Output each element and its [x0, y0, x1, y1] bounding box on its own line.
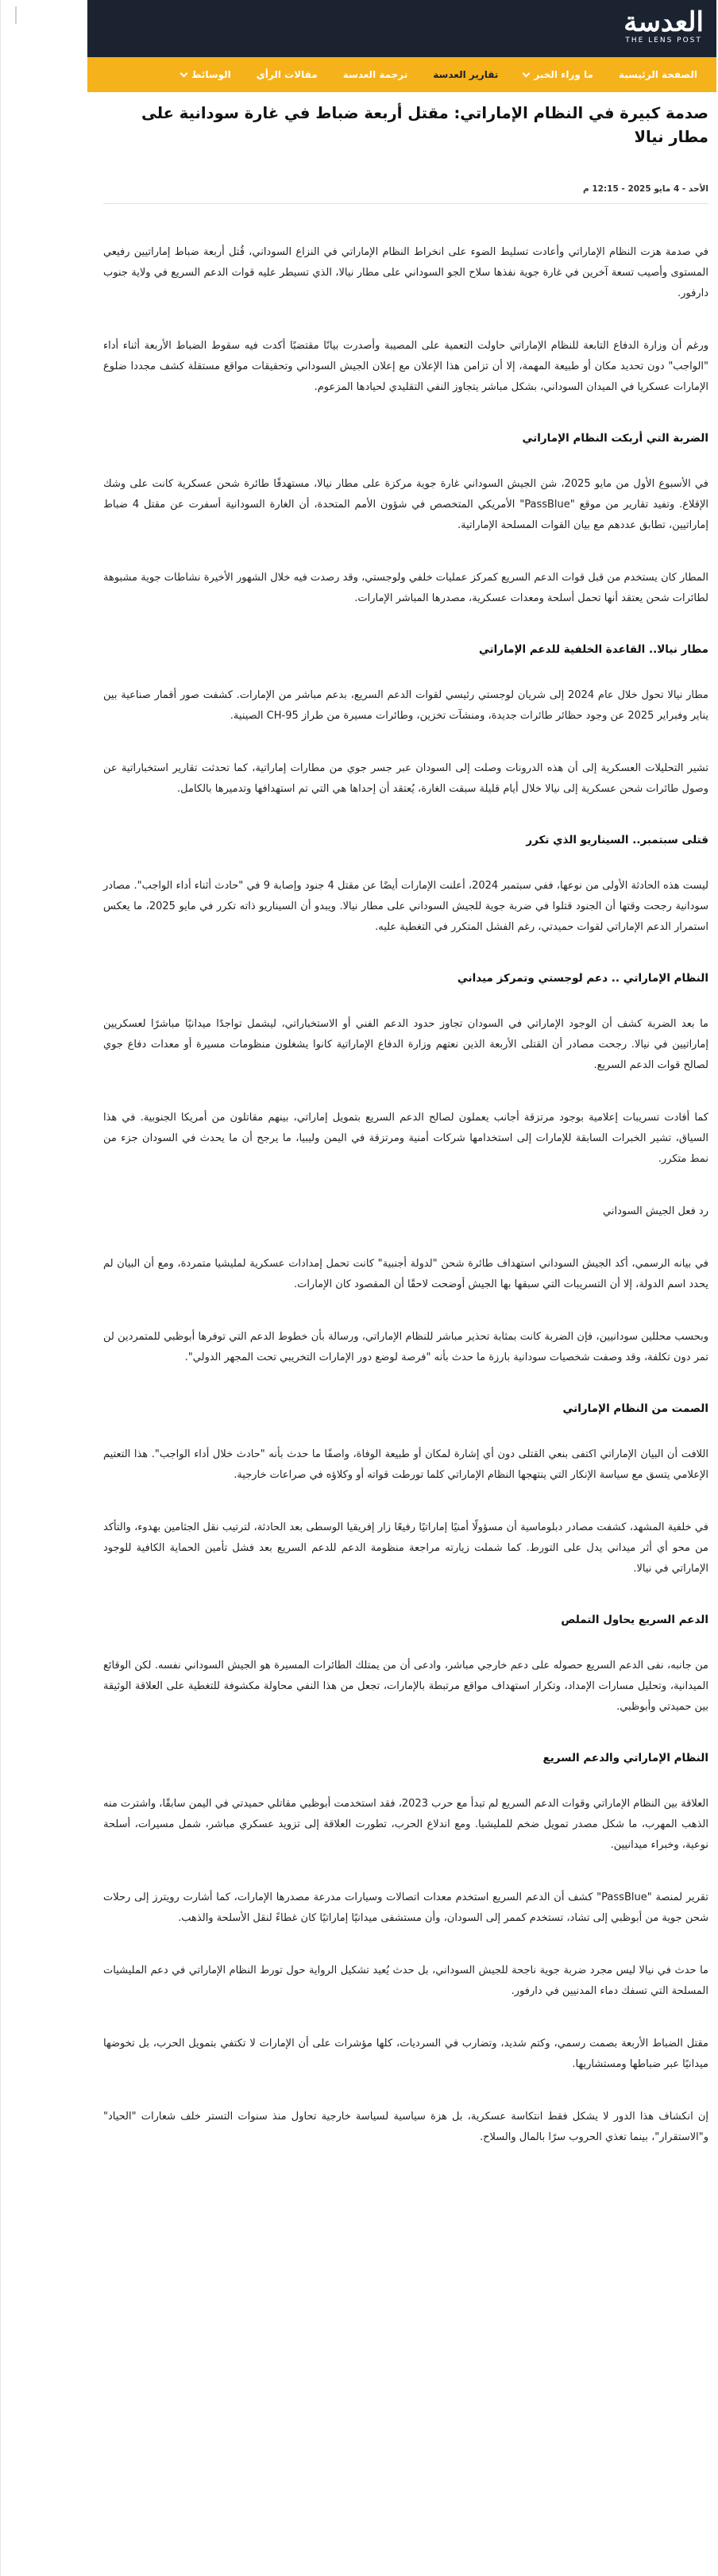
article-title: صدمة كبيرة في النظام الإماراتي: مقتل أربعة ضباط في غارة سودانية على مطار نيالا — [141, 104, 708, 146]
article-paragraph: في بيانه الرسمي، أكد الجيش السوداني استهداف طائرة شحن "لدولة أجنبية" كانت تحمل إمدادات عسكرية لمليشيا متمردة، ومع أن البيان لم يحدد اسم الدولة، إلا أن التسريبات التي سبقها بها الجيش أوضحت لاحقًا أن المقصود كان الإمارات. — [103, 1258, 708, 1290]
gutter-mark — [15, 6, 25, 24]
nav-item-label: ترجمة العدسة — [342, 69, 408, 80]
article-body — [103, 242, 708, 2148]
article-paragraph: تشير التحليلات العسكرية إلى أن هذه الدرونات وصلت إلى السودان عبر جسر جوي من مطارات إماراتية، كما تحدثت تقارير استخباراتية عن وصول طائرات شحن عسكرية إلى نيالا خلال أيام قليلة سبقت الغارة، يُعتقد أن إحداها هي التي تم استهدافها وتدميرها بالكامل. — [103, 762, 708, 795]
article-paragraph: في صدمة هزت النظام الإماراتي وأعادت تسليط الضوء على انخراط النظام الإماراتي في النزاع السوداني، قُتل أربعة ضباط إماراتيين رفيعي المستوى وأصيب تسعة آخرين في غارة جوية نفذها سلاح الجو السوداني على مطار نيالا، الذي تسيطر عليه قوات الدعم السريع في ولاية جنوب دارفور. — [103, 246, 708, 299]
article-paragraph: ما حدث في نيالا ليس مجرد ضربة جوية ناجحة للجيش السوداني، بل حدث يُعيد تشكيل الرواية حول تورط النظام الإماراتي في دعم المليشيات المسلحة التي تسفك دماء المدنيين في دارفور. — [103, 1965, 708, 1997]
site-header — [87, 0, 716, 57]
logo-arabic: العدسة — [623, 6, 704, 38]
nav-item-label: الوسائط — [191, 69, 231, 80]
nav-item-label: تقارير العدسة — [433, 69, 499, 80]
nav-item-label: ما وراء الخبر — [534, 69, 593, 80]
section-heading: الصمت من النظام الإماراتي — [562, 1402, 708, 1415]
section-heading: الدعم السريع يحاول التملص — [561, 1614, 708, 1626]
chevron-down-icon — [523, 70, 531, 78]
article-paragraph: في خلفية المشهد، كشفت مصادر دبلوماسية أن مسؤولًا أمنيًا إماراتيًا رفيعًا زار إفريقيا الوسطى بعد الحادثة، لترتيب نقل الجثامين بهدوء، والتأكد من محو أي أثر ميداني يدل على التورط. كما شملت زيارته مراجعة منظومة الدعم للدعم السريع بعد فشل تأمين الحماية الكافية للوجود الإماراتي في نيالا. — [103, 1521, 708, 1575]
site-logo[interactable] — [623, 6, 704, 44]
nav-item-6[interactable] — [168, 69, 244, 80]
article-paragraph: المطار كان يستخدم من قبل قوات الدعم السريع كمركز عمليات خلفي ولوجستي، وقد رصدت فيه خلال الشهور الأخيرة نشاطات جوية مشبوهة لطائرات شحن يعتقد أنها تحمل أسلحة ومعدات عسكرية، مصدرها المباشر الإمارات. — [103, 572, 708, 604]
section-heading: الضربة التي أربكت النظام الإماراتي — [522, 432, 708, 445]
section-heading: قتلى سبتمبر.. السيناريو الذي تكرر — [526, 834, 708, 846]
left-gutter — [0, 0, 41, 2576]
article-paragraph: كما أفادت تسريبات إعلامية بوجود مرتزقة أجانب يعملون لصالح الدعم السريع بتمويل إماراتي، بينهم مقاتلون من أمريكا الجنوبية. في هذا السياق، تشير الخبرات السابقة للإمارات إلى استخدامها شركات أمنية ومرتزقة في اليمن وليبيا، ما يرجح أن ما يحدث في السودان جزء من نمط متكرر. — [103, 1112, 708, 1165]
article-date: الأحد - 4 مايو 2025 - 12:15 م — [582, 184, 708, 194]
section-heading: النظام الإماراتي والدعم السريع — [542, 1752, 708, 1764]
article-paragraph: العلاقة بين النظام الإماراتي وقوات الدعم السريع لم تبدأ مع حرب 2023، فقد استخدمت أبوظبي مقاتلي حميدتي في اليمن سابقًا، واشترت منه الذهب المهرب، ما شكل مصدر تمويل ضخم للمليشيا. ومع اندلاع الحرب، تطورت العلاقة إلى تزويد عسكري مباشر، شمل مسيرات، أسلحة نوعية، وخبراء ميدانيين. — [103, 1798, 708, 1851]
logo-english: THE LENS POST — [625, 37, 702, 44]
site-wrapper — [87, 0, 716, 2180]
article-paragraph: وبحسب محللين سودانيين، فإن الضربة كانت بمثابة تحذير مباشر للنظام الإماراتي، ورسالة بأن خطوط الدعم التي توفرها أبوظبي للمتمردين لن تمر دون تكلفة، وقد وصفت شخصيات سودانية بارزة ما حدث بأنه "فرصة لوضع دور الإمارات التخريبي تحت المجهر الدولي". — [103, 1331, 708, 1363]
article-paragraph: إن انكشاف هذا الدور لا يشكل فقط انتكاسة عسكرية، بل هزة سياسية لسياسة خارجية تحاول منذ سنوات التستر خلف شعارات "الحياد" و"الاستقرار"، بينما تغذي الحروب سرًا بالمال والسلاح. — [103, 2111, 708, 2143]
article-paragraph: من جانبه، نفى الدعم السريع حصوله على دعم خارجي مباشر، وادعى أن من يمتلك الطائرات المسيرة هو الجيش السوداني نفسه. لكن الوقائع الميدانية، وتحليل مسارات الإمداد، وتكرار استهداف مواقع مرتبطة بالإمارات، تجعل من هذا النفي محاولة مكشوفة للتغطية على العلاقة الوثيقة بين حميدتي وأبوظبي. — [103, 1660, 708, 1713]
nav-item-2[interactable] — [511, 69, 606, 80]
article-paragraph: رد فعل الجيش السوداني — [603, 1205, 708, 1217]
article-paragraph: ليست هذه الحادثة الأولى من نوعها، ففي سبتمبر 2024، أعلنت الإمارات أيضًا عن مقتل 4 جنود وإصابة 9 في "حادث أثناء أداء الواجب". مصادر سودانية رجحت وقتها أن الجنود قتلوا في ضربة جوية للجيش السوداني على مطار نيالا. ويبدو أن السيناريو ذاته تكرر في مايو 2025، ما يعكس استمرار الدعم الإماراتي لقوات حميدتي، رغم الفشل المتكرر في التغطية عليه. — [103, 880, 709, 933]
article-paragraph: ما بعد الضربة كشف أن الوجود الإماراتي في السودان تجاوز حدود الدعم الفني أو الاستخباراتي، ليشمل تواجدًا ميدانيًا مباشرًا لعسكريين إماراتيين في نيالا. رجحت مصادر أن القتلى الأربعة الذين نعتهم وزارة الدفاع الإماراتية كانوا يشغلون منظومات مسيرة أو معدات دفاع جوي لصالح قوات الدعم السريع. — [103, 1018, 708, 1071]
article-paragraph: مقتل الضباط الأربعة بصمت رسمي، وكتم شديد، وتضارب في السرديات، كلها مؤشرات على أن الإمارات لا تكتفي بتمويل الحرب، بل تخوضها ميدانيًا عبر ضباطها ومستشاريها. — [103, 2038, 708, 2070]
nav-item-5[interactable] — [244, 69, 330, 80]
nav-item-label: مقالات الرأي — [256, 69, 318, 80]
nav-item-3[interactable] — [420, 69, 511, 80]
article-paragraph: مطار نيالا تحول خلال عام 2024 إلى شريان لوجستي رئيسي لقوات الدعم السريع، بدعم مباشر من الإمارات. كشفت صور أقمار صناعية بين يناير وفبراير 2025 عن وجود حظائر طائرات جديدة، ومنشآت تخزين، وطائرات مسيرة من طراز CH-95 الصينية. — [103, 689, 708, 722]
article-paragraph: تقرير لمنصة "PassBlue" كشف أن الدعم السريع استخدم معدات اتصالات وسيارات مدرعة مصدرها الإمارات، كما أشارت رويترز إلى رحلات شحن جوية من أبوظبي إلى تشاد، تستخدم كممر إلى السودان، وأن مستشفى ميدانيًا إماراتيًا كان غطاءً لنقل الأسلحة والذهب. — [103, 1892, 709, 1924]
article-paragraph: في الأسبوع الأول من مايو 2025، شن الجيش السوداني غارة جوية مركزة على مطار نيالا، مستهدفًا طائرة شحن عسكرية كانت على وشك الإقلاع. وتفيد تقارير من موقع "PassBlue" الأمريكي المتخصص في شؤون الأمم المتحدة، أن الغارة السودانية أسفرت عن مقتل 4 ضباط إماراتيين، تطابق عددهم مع بيان القوات المسلحة الإماراتية. — [103, 478, 709, 531]
article — [87, 92, 716, 2148]
article-paragraph: اللافت أن البيان الإماراتي اكتفى بنعي القتلى دون أي إشارة لمكان أو طبيعة الوفاة، واصفًا ما حدث بأنه "حادث خلال أداء الواجب". هذا التعتيم الإعلامي يتسق مع سياسة الإنكار التي ينتهجها النظام الإماراتي كلما تورطت قواته أو وكلاؤه في صراعات خارجية. — [103, 1448, 708, 1481]
article-paragraph: ورغم أن وزارة الدفاع التابعة للنظام الإماراتي حاولت التعمية على المصيبة وأصدرت بيانًا مقتضبًا أكدت فيه سقوط الضباط الأربعة أثناء أداء "الواجب" دون تحديد مكان أو طبيعة المهمة، إلا أن تزامن هذا الإعلان مع إعلان الجيش السوداني وتحقيقات مواقع مستقلة كشف مجددا ضلوع الإمارات عسكريا في الميدان السوداني، بشكل مباشر يتجاوز النفي التقليدي لحيادها المزعوم. — [103, 340, 708, 393]
nav-item-1[interactable] — [606, 69, 710, 80]
nav-item-4[interactable] — [330, 69, 421, 80]
nav-item-label: الصفحة الرئيسية — [618, 69, 697, 80]
chevron-down-icon — [180, 70, 188, 78]
main-navigation — [87, 57, 716, 92]
section-heading: مطار نيالا.. القاعدة الخلفية للدعم الإماراتي — [478, 643, 708, 656]
article-header — [103, 92, 708, 204]
section-heading: النظام الإماراتي .. دعم لوجستي وتمركز ميداني — [457, 972, 708, 985]
